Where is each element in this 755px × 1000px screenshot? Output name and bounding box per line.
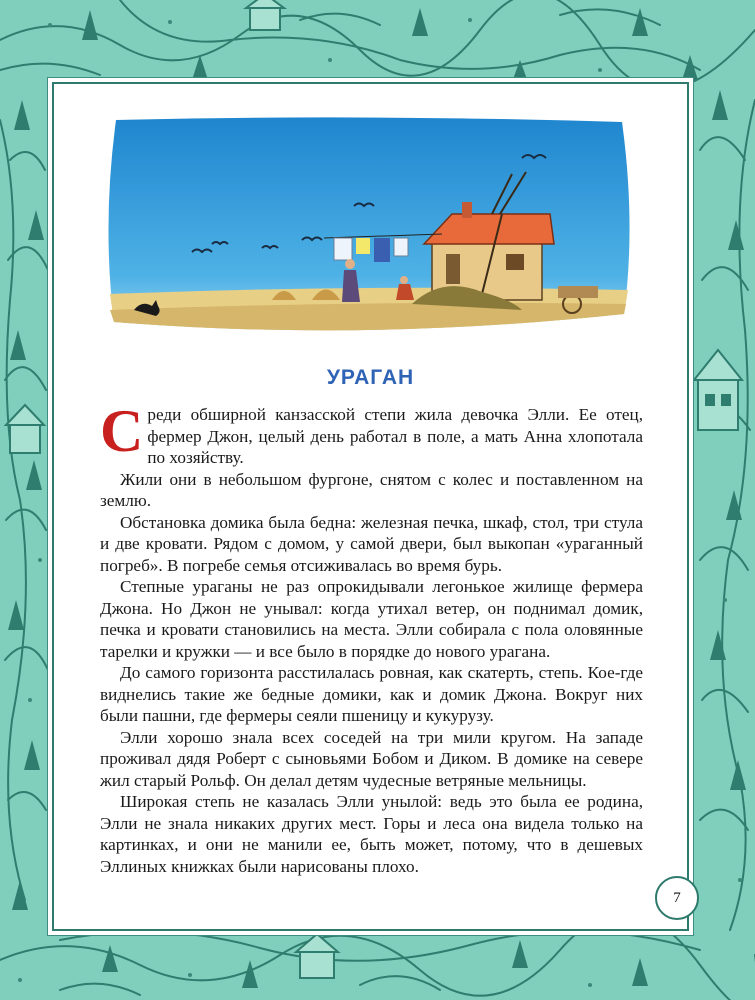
paragraph: До самого горизонта расстилалась ровная, как скатерть, степь. Кое-где виднелись такие же бедные домики, как и домик Джона. Вокруг них были пашни, где фермеры сеяли пшеницу и кукурузу. [100, 663, 643, 725]
story-text [100, 398, 643, 877]
drop-cap: С [100, 398, 144, 464]
farm-illustration [102, 114, 636, 346]
paragraph: Широкая степь не казалась Элли унылой: ведь это была ее родина, Элли не знала никаких других мест. Горы и леса она видела только на картинках, и они не манили ее, быть может, потому, что в дешевых Эллиных книжках были нарисованы плохо. [100, 792, 643, 876]
chapter-title: УРАГАН [326, 366, 415, 389]
paragraph: Обстановка домика была бедна: железная печка, шкаф, стол, три стула и две кровати. Рядом с домом, у самой двери, был выкопан «ураганный погреб». В погребе семья отсиживалась во время бурь. [100, 512, 643, 575]
paragraph: Элли хорошо знала всех соседей на три мили кругом. На западе проживал дядя Роберт с сыновьями Бобом и Диком. В домике на севере жил старый Рольф. Он делал детям чудесные ветряные мельницы. [100, 727, 643, 790]
page-panel [54, 84, 687, 929]
page-number: 7 [655, 876, 699, 920]
paragraph: Степные ураганы не раз опрокидывали легонькое жилище фермера Джона. Но Джон не унывал: когда утихал ветер, он поднимал домик, печка и кровати становились на места. Элли собирала с пола оловянные тарелки и кружки — и все было в порядке до нового урагана. [100, 577, 643, 661]
paragraph: Среди обширной канзасской степи жила девочка Элли. Ее отец, фермер Джон, целый день работал в поле, а мать Анна хлопотала по хозяйству. [100, 398, 643, 467]
paragraph: Жили они в небольшом фургоне, снятом с колес и поставленном на землю. [100, 469, 643, 510]
